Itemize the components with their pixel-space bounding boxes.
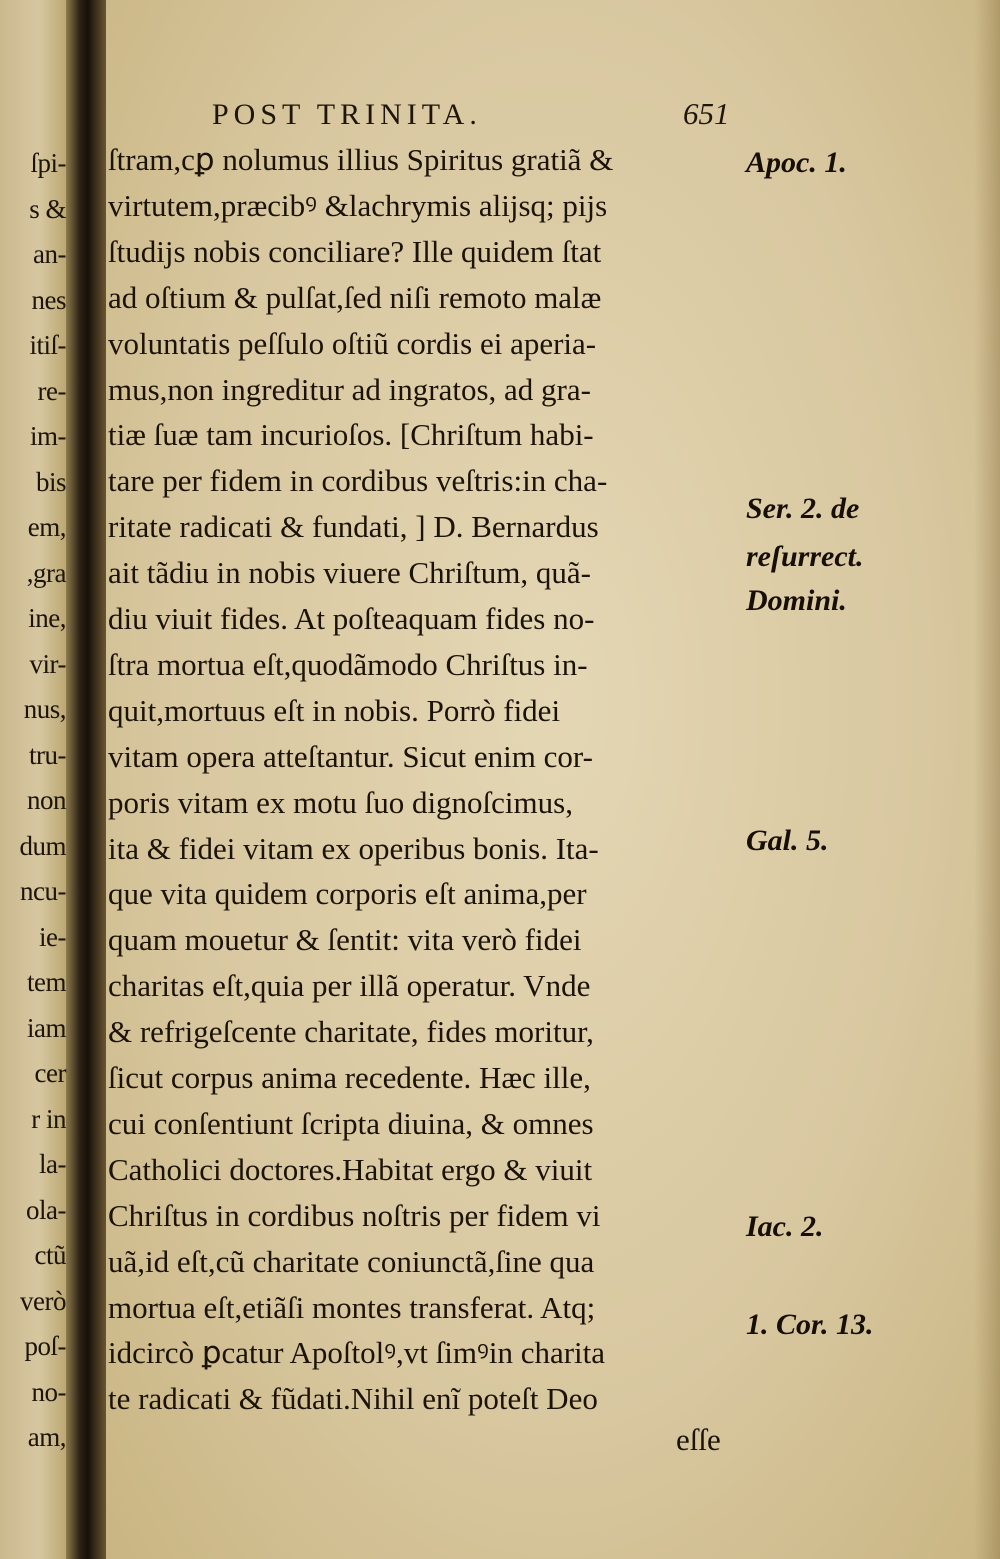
text-line: charitas eſt,quia per illã operatur. Vnde [108,968,591,1004]
text-line: que vita quidem corporis eſt anima,per [108,876,587,912]
previous-page-line: s & [29,193,66,224]
text-line: ſicut corpus anima recedente. Hæc ille, [108,1060,591,1095]
page-edge-shadow [974,0,1000,1559]
text-line: vitam opera atteſtantur. Sicut enim cor- [108,738,593,774]
previous-page-line: non [27,785,66,815]
text-line: uã,id eſt,cũ charitate coniunctã,ſine qua [108,1243,595,1279]
text-line: diu viuit fides. At poſteaquam fides no- [108,601,595,636]
text-line: Catholici doctores.Habitat ergo & viuit [108,1151,593,1187]
previous-page-line: tem [27,967,66,997]
previous-page-edge [0,0,66,1559]
text-line: voluntatis peſſulo oſtiũ cordis ei aperia- [108,325,597,361]
text-line: ritate radicati & fundati, ] D. Bernardus [108,509,599,545]
previous-page-line: la- [39,1149,66,1179]
previous-page-line: verò [20,1285,66,1316]
text-line: ait tãdiu in nobis viuere Chriſtum, quã- [108,555,591,591]
marginal-note: Iac. 2. [746,1210,824,1243]
marginal-note: Domini. [746,584,847,617]
previous-page-line: ine, [28,603,66,633]
previous-page-line: ctũ [34,1240,66,1270]
marginal-note: Gal. 5. [746,824,829,857]
previous-page-line: cer [34,1058,66,1088]
text-line: te radicati & fũdati.Nihil enĩ poteſt Deo [108,1381,598,1417]
previous-page-line: poſ- [24,1331,66,1361]
previous-page-line: em, [27,512,66,542]
previous-page-line: vir- [29,648,66,679]
text-line: ad oſtium & pulſat,ſed niſi remoto malæ [108,279,602,315]
book-gutter [66,0,106,1559]
previous-page-line: ncu- [20,876,66,906]
previous-page-line: tru- [29,739,66,770]
text-line: Chriſtus in cordibus noſtris per fidem vi [108,1197,601,1233]
text-line: tiæ ſuæ tam incurioſos. [Chriſtum habi- [108,417,594,453]
page-number: 651 [683,96,730,131]
catchword: eſſe [676,1422,721,1457]
previous-page-line: ie- [39,921,66,952]
text-line: ſtra mortua eſt,quodãmodo Chriſtus in- [108,646,588,682]
previous-page-line: ,gra [26,557,66,588]
marginal-note: 1. Cor. 13. [746,1308,874,1341]
text-line: quit,mortuus eſt in nobis. Porrò fidei [108,692,561,728]
text-line: tare per fidem in cordibus veſtris:in cha- [108,463,608,499]
previous-page-line: an- [33,239,66,269]
text-line: ita & fidei vitam ex operibus bonis. Ita- [108,830,599,866]
text-line: mus,non ingreditur ad ingratos, ad gra- [108,371,591,407]
previous-page-line: am, [27,1422,66,1452]
text-line: & refrigeſcente charitate, fides moritur, [108,1014,594,1050]
previous-page-line: r in [31,1103,66,1134]
text-line: mortua eſt,etiãſi montes transferat. Atq; [108,1289,596,1325]
previous-page-line: itiſ- [29,330,66,360]
text-line: virtutem,præcibꝰ &lachrymis alijsq; pijs [108,187,608,223]
previous-page-line: nus, [23,694,66,724]
previous-page-line: ſpi- [30,148,66,178]
previous-page-line: ola- [26,1194,66,1225]
marginal-note: Ser. 2. de [746,492,860,525]
text-line: idcircò ꝑcatur Apoſtolꝰ,vt ſimꝰin charita [108,1335,606,1371]
previous-page-line: iam [27,1012,66,1043]
marginal-note: reſurrect. [746,540,864,573]
text-line: quam mouetur & ſentit: vita verò fidei [108,922,582,958]
text-line: ſtram,cꝑ nolumus illius Spiritus gratiã & [108,142,614,177]
text-line: poris vitam ex motu ſuo dignoſcimus, [108,784,573,820]
running-head: POST TRINITA. [212,98,482,131]
previous-page-line: bis [35,466,66,497]
previous-page-line: re- [37,375,66,406]
text-line: cui conſentiunt ſcripta diuina, & omnes [108,1105,594,1141]
text-line: ſtudijs nobis conciliare? Ille quidem ſtat [108,233,602,269]
marginal-note: Apoc. 1. [746,146,847,179]
previous-page-line: no- [31,1376,66,1407]
previous-page-line: nes [31,284,66,315]
previous-page-line: dum [19,830,66,861]
previous-page-line: im- [30,421,66,451]
